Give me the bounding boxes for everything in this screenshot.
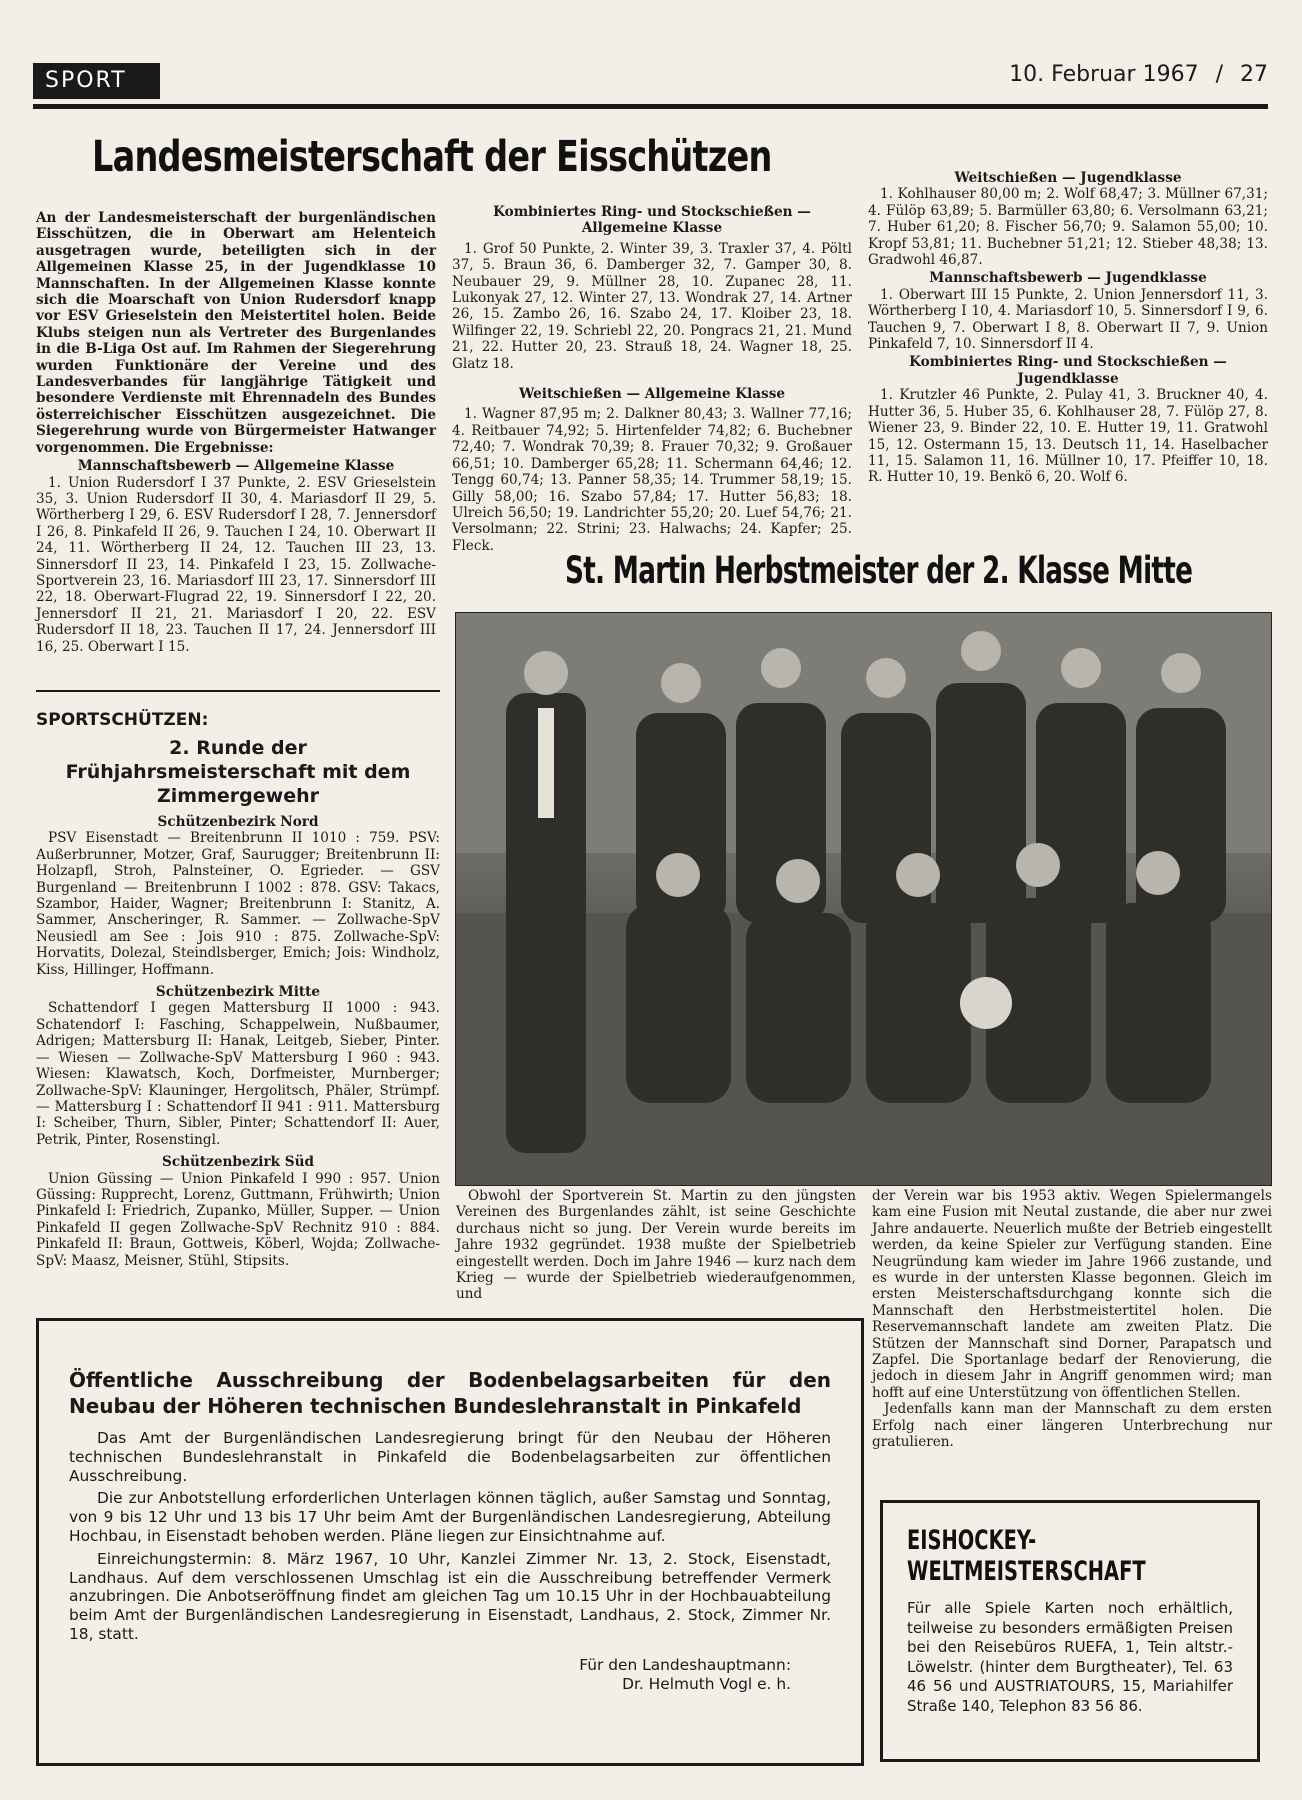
subhead-kombiniert-jugend-2: Jugendklasse	[1017, 370, 1119, 387]
tender-paragraph-2: Die zur Anbotstellung erforderlichen Unterlagen können täglich, außer Samstag und Sonntag, von 9 bis 12 Uhr und 13 bis 17 Uhr beim Amt der Burgenländischen Landesregierung, Abteilung Hochbau, in Eisenstadt behoben werden. Pläne liegen zur Einsichtnahme auf.	[69, 1489, 831, 1545]
header-rule	[33, 104, 1268, 109]
results-weitschiessen-allgemein: 1. Wagner 87,95 m; 2. Dalkner 80,43; 3. Wallner 77,16; 4. Reitbauer 74,92; 5. Hirtenfelder 74,82; 6. Buchebner 72,40; 7. Wondrak 70,39; 8. Frauer 70,32; 9. Großauer 66,51; 10. Damberger 65,28; 11. Schermann 64,46; 12. Tengg 60,74; 13. Panner 58,35; 14. Trummer 58,19; 15. Gilly 58,00; 16. Szabo 57,84; 17. Hutter 56,83; 18. Ulreich 56,50; 19. Landrichter 55,20; 20. Luef 54,76; 21. Versolmann; 22. Strini; 23. Halwachs; 24. Kapfer; 25. Fleck.	[452, 406, 852, 554]
st-martin-col-1	[456, 1188, 856, 1303]
results-kombiniert-jugend: 1. Krutzler 46 Punkte, 2. Pulay 41, 3. Bruckner 40, 4. Hutter 36, 5. Huber 35, 6. Kohlhauser 28, 7. Fülöp 27, 8. Wiener 23, 9. Binder 22, 10. E. Hutter 19, 11. Gratwohl 15, 12. Ostermann 15, 13. Deutsch 11, 14. Haselbacher 11, 15. Salamon 11, 16. Müllner 10, 17. Pfeiffer 10, 18. R. Hutter 10, 19. Benkö 6, 20. Wolf 6.	[868, 387, 1268, 486]
eishockey-title-2: WELTMEISTERSCHAFT	[907, 1556, 1146, 1587]
bezirk-sued-results: Union Güssing — Union Pinkafeld I 990 : 957. Union Güssing: Rupprecht, Lorenz, Guttmann, Frühwirth; Union Pinkafeld I: Friedrich, Zupanko, Müller, Supper. — Union Pinkafeld II gegen Zollwache-SpV Rechnitz 910 : 884. Pinkafeld II: Braun, Gottweis, Köberl, Wojda; Zollwache-SpV: Maasz, Meisner, Stühl, Stipsits.	[36, 1170, 440, 1269]
tender-signature-2: Dr. Helmuth Vogl e. h.	[622, 1674, 791, 1693]
results-mannschaft-allgemein: 1. Union Rudersdorf I 37 Punkte, 2. ESV Grieselstein 35, 3. Union Rudersdorf II 30, 4. Mariasdorf II 29, 5. Wörtherberg I 29, 6. ESV Rudersdorf I 28, 7. Jennersdorf I 26, 8. Pinkafeld II 26, 9. Tauchen I 24, 10. Oberwart II 24, 11. Wörtherberg II 24, 12. Tauchen III 23, 13. Sinnersdorf II 23, 14. Pinkafeld I 23, 15. Zollwache-Sportverein 23, 16. Mariasdorf III 23, 17. Sinnersdorf III 22, 18. Oberwart-Flugrad 22, 19. Sinnersdorf I 22, 20. Jennersdorf II 21, 21. Mariasdorf I 20, 22. ESV Rudersdorf II 18, 23. Tauchen II 17, 24. Jennersdorf III 16, 25. Oberwart I 15.	[36, 474, 436, 655]
subhead-mannschaft-allgemein: Mannschaftsbewerb — Allgemeine Klasse	[77, 458, 395, 475]
bezirk-nord-head: Schützenbezirk Nord	[157, 814, 319, 830]
tender-paragraph-1: Das Amt der Burgenländischen Landesregierung bringt für den Neubau der Höheren technischen Bundeslehranstalt in Pinkafeld die Bodenbelagsarbeiten zur öffentlichen Ausschreibung.	[69, 1429, 831, 1485]
date-separator: /	[1215, 62, 1223, 87]
tender-signature-1: Für den Landeshauptmann:	[579, 1655, 791, 1674]
eisschuetzen-headline: Landesmeisterschaft der Eisschützen	[92, 132, 772, 182]
subhead-weitschiessen-jugend: Weitschießen — Jugendklasse	[954, 170, 1182, 186]
eishockey-text: Für alle Spiele Karten noch erhältlich, teilweise zu besonders ermäßigten Preisen bei den Reisebüros RUEFA, 1, Tein altstr.-Löwelstr. (hinter dem Burgtheater), Tel. 63 46 56 und AUSTRIATOURS, 15, Mariahilfer Straße 140, Telephon 83 56 86.	[907, 1599, 1233, 1715]
subhead-kombiniert-allgemein-2: Allgemeine Klasse	[581, 220, 723, 237]
st-martin-text-2: der Verein war bis 1953 aktiv. Wegen Spielermangels kam eine Fusion mit Neutal zustande, die aber nur zwei Jahre andauerte. Neuerlich mußte der Betrieb eingestellt werden, da keine Spieler zur Verfügung standen. Eine Neugründung kam wieder im Jahre 1966 zustande, und es wurde in der untersten Klasse begonnen. Gleich im ersten Meisterschaftsdurchgang konnte sich die Mannschaft den Herbstmeistertitel holen. Die Reservemannschaft landete am zweiten Platz. Die Stützen der Mannschaft sind Dorner, Parapatsch und Zapfel. Die Sportanlage bedarf der Renovierung, die jedoch in diesem Jahr in Angriff genommen wird; man hofft auf eine Unterstützung von öffentlichen Stellen.	[872, 1188, 1272, 1401]
subhead-kombiniert-jugend	[868, 354, 1268, 387]
eisschuetzen-col-c	[868, 136, 1268, 486]
bezirk-sued-head: Schützenbezirk Süd	[162, 1154, 314, 1171]
column-divider	[36, 690, 440, 692]
bezirk-nord-results: PSV Eisenstadt — Breitenbrunn II 1010 : 759. PSV: Außerbrunner, Motzer, Graf, Saurugger; Breitenbrunn II: Holzapfl, Stroh, Palnsteiner, O. Egrieder. — GSV Burgenland — Breitenbrunn I 1002 : 878. GSV: Takacs, Szambor, Haider, Wagner; Breitenbrunn I: Stanitz, A. Sammer, Anscheringer, R. Sammer. — Zollwache-SpV Neusiedl am See : Jois 910 : 875. Zollwache-SpV: Horvatits, Dolezal, Steindlsberger, Emich; Jois: Windholz, Kiss, Hillinger, Hoffmann.	[36, 830, 440, 978]
tender-notice	[36, 1318, 864, 1766]
section-label: SPORT	[33, 63, 160, 99]
eisschuetzen-intro: An der Landesmeisterschaft der burgenländischen Eisschützen, die in Oberwart am Helenteich ausgetragen wurde, beteiligten sich in der Allgemeinen Klasse 25, in der Jugendklasse 10 Mannschaften. In der Allgemeinen Klasse konnte sich die Moarschaft von Union Rudersdorf knapp vor ESV Grieselstein den Meistertitel holen. Beide Klubs steigen nun als Vertreter des Burgenlandes in die B-Liga Ost auf. Im Rahmen der Siegerehrung wurden Funktionäre der Vereine und des Landesverbandes für langjährige Tätigkeit und besondere Verdienste mit Ehrennadeln des Bundes österreichischer Eisschützen ausgezeichnet. Die Siegerehrung wurde von Bürgermeister Hatwanger vorgenommen. Die Ergebnisse:	[36, 210, 436, 456]
eisschuetzen-col-a	[36, 210, 436, 655]
team-photo-illustration	[456, 613, 1271, 1185]
bezirk-mitte-results: Schattendorf I gegen Mattersburg II 1000 : 943. Schatendorf I: Fasching, Schappelwein, Nußbaumer, Adrigen; Mattersburg II: Hanak, Leitgeb, Sieber, Pinter. — Wiesen — Zollwache-SpV Mattersburg I 960 : 943. Wiesen: Klawatsch, Koch, Dorfmeister, Murnberger; Zollwache-SpV: Klauninger, Hergolitsch, Phäler, Strümpf. — Mattersburg I : Schattendorf II 941 : 911. Mattersburg I: Scheiber, Thurn, Sibler, Pinter; Schattendorf II: Auer, Petrik, Pinter, Rosenstingl.	[36, 1000, 440, 1148]
subhead-kombiniert-allgemein	[452, 204, 852, 237]
st-martin-text-3: Jedenfalls kann man der Mannschaft zu dem ersten Erfolg nach einer längeren Unterbrechung nur gratulieren.	[872, 1401, 1272, 1451]
eishockey-ad	[880, 1500, 1260, 1762]
results-mannschaft-jugend: 1. Oberwart III 15 Punkte, 2. Union Jennersdorf 11, 3. Wörtherberg I 10, 4. Mariasdorf 10, 5. Sinnersdorf I 9, 6. Tauchen 9, 7. Oberwart I 8, 8. Oberwart II 7, 9. Union Pinkafeld 7, 10. Sinnersdorf II 4.	[868, 286, 1268, 353]
eishockey-title-1: EISHOCKEY-	[907, 1525, 1037, 1556]
team-photo	[455, 612, 1272, 1186]
st-martin-col-2	[872, 1188, 1272, 1451]
sportschuetzen-article	[36, 710, 440, 1269]
sportschuetzen-kicker: SPORTSCHÜTZEN:	[36, 710, 209, 730]
bezirk-mitte-head: Schützenbezirk Mitte	[155, 984, 321, 1001]
tender-title: Öffentliche Ausschreibung der Bodenbelagsarbeiten für den Neubau der Höheren technischen Bundeslehranstalt in Pinkafeld	[69, 1368, 831, 1418]
results-weitschiessen-jugend: 1. Kohlhauser 80,00 m; 2. Wolf 68,47; 3. Müllner 67,31; 4. Fülöp 63,89; 5. Barmüller 63,80; 6. Versolmann 63,21; 7. Huber 61,20; 8. Fischer 56,70; 9. Salamon 55,00; 10. Kropf 53,81; 11. Buchebner 51,21; 12. Stieber 48,38; 13. Gradwohl 46,87.	[868, 186, 1268, 269]
sportschuetzen-headline: 2. Runde der Frühjahrsmeisterschaft mit dem Zimmergewehr	[65, 737, 411, 807]
date-text: 10. Februar 1967	[1009, 62, 1199, 87]
subhead-weitschiessen-allgemein: Weitschießen — Allgemeine Klasse	[518, 386, 786, 403]
results-kombiniert-allgemein: 1. Grof 50 Punkte, 2. Winter 39, 3. Traxler 37, 4. Pöltl 37, 5. Braun 36, 6. Damberger 32, 7. Gamper 30, 8. Neubauer 29, 9. Müllner 28, 10. Zupanec 28, 11. Lukonyak 27, 12. Winter 27, 13. Wondrak 27, 14. Artner 26, 15. Zambo 26, 16. Szabo 24, 17. Kloiber 23, 18. Wilfinger 22, 19. Schriebl 22, 20. Pongracs 21, 21. Mund 21, 22. Hutter 20, 23. Strauß 18, 24. Wagner 18, 25. Glatz 18.	[452, 240, 852, 372]
subhead-kombiniert-allgemein-1: Kombiniertes Ring- und Stockschießen —	[493, 204, 811, 220]
st-martin-headline: St. Martin Herbstmeister der 2. Klasse Mitte	[565, 549, 1193, 592]
issue-date	[1009, 62, 1268, 87]
tender-paragraph-3: Einreichungstermin: 8. März 1967, 10 Uhr, Kanzlei Zimmer Nr. 13, 2. Stock, Eisenstadt, Landhaus. Auf dem verschlossenen Umschlag ist ein die Ausschreibung betreffender Vermerk anzubringen. Die Anbotseröffnung findet am gleichen Tag um 10.15 Uhr in der Hochbauabteilung beim Amt der Burgenländischen Landesregierung in Eisenstadt, Landhaus, 2. Stock, Zimmer Nr. 18, statt.	[69, 1549, 831, 1643]
eisschuetzen-col-b	[452, 204, 852, 554]
subhead-kombiniert-jugend-1: Kombiniertes Ring- und Stockschießen —	[909, 354, 1227, 371]
st-martin-text-1: Obwohl der Sportverein St. Martin zu den jüngsten Vereinen des Burgenlandes zählt, ist seine Geschichte durchaus nicht so jung. Der Verein wurde bereits im Jahre 1932 gegründet. 1938 mußte der Spielbetrieb eingestellt werden. Doch im Jahre 1946 — kurz nach dem Krieg — wurde der Spielbetrieb wiederaufgenommen, und	[456, 1188, 856, 1303]
subhead-mannschaft-jugend: Mannschaftsbewerb — Jugendklasse	[929, 270, 1207, 287]
page-number: 27	[1240, 62, 1268, 87]
